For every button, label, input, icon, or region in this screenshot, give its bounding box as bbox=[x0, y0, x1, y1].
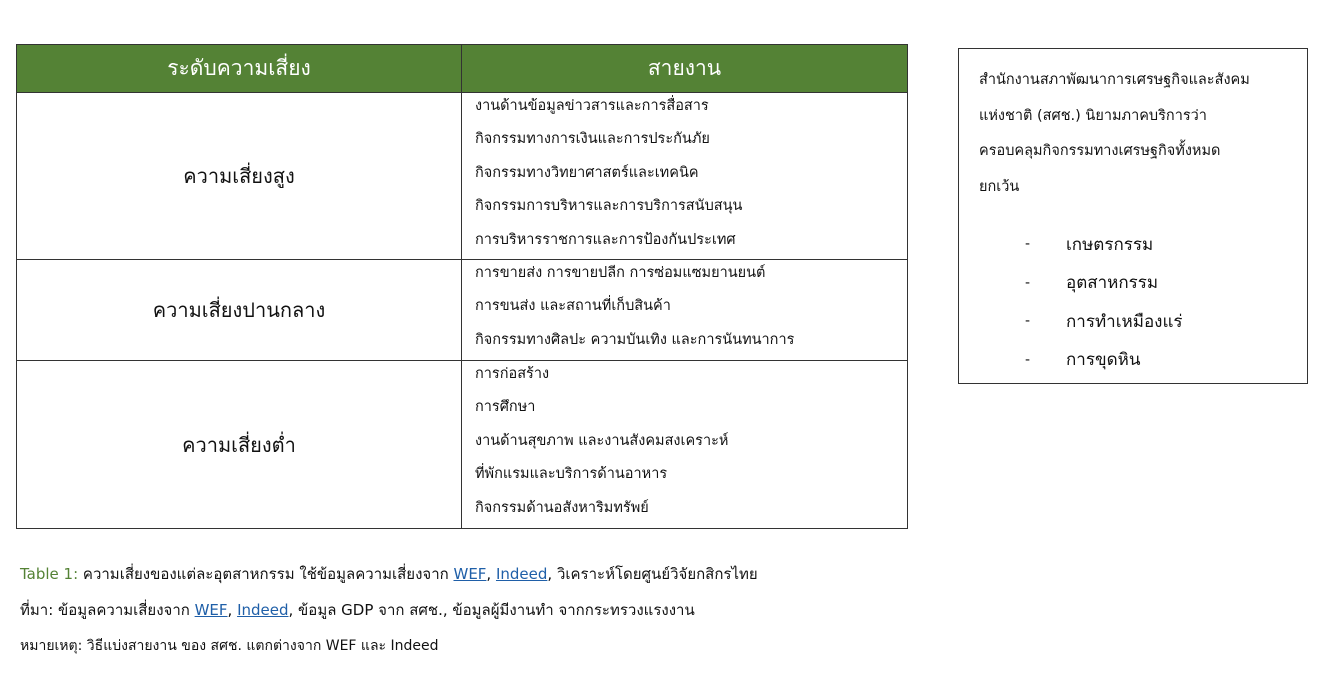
sector-item: งานด้านสุขภาพ และงานสังคมสงเคราะห์ bbox=[475, 432, 729, 449]
excluded-sector: อุตสาหกรรม bbox=[1066, 273, 1159, 294]
sector-item: กิจกรรมทางการเงินและการประกันภัย bbox=[475, 131, 710, 148]
sector-item: การศึกษา bbox=[475, 399, 536, 416]
sector-item: การก่อสร้าง bbox=[475, 366, 550, 382]
excluded-sectors-list bbox=[979, 225, 1287, 379]
definition-line: สำนักงานสภาพัฒนาการเศรษฐกิจและสังคม bbox=[979, 72, 1250, 88]
source-prefix: ที่มา: ข้อมูลความเสี่ยงจาก bbox=[20, 601, 195, 619]
table-row-medium-risk bbox=[17, 260, 908, 361]
separator: , bbox=[227, 601, 238, 619]
definition-line: แห่งชาติ (สศช.) นิยามภาคบริการว่า bbox=[979, 107, 1207, 124]
wef-link[interactable]: WEF bbox=[194, 601, 228, 619]
sector-item: กิจกรรมด้านอสังหาริมทรัพย์ bbox=[475, 499, 649, 516]
sector-item: กิจกรรมการบริหารและการบริการสนับสนุน bbox=[475, 198, 743, 215]
risk-table bbox=[16, 44, 908, 529]
table-header-row bbox=[17, 45, 908, 93]
table-row-high-risk bbox=[17, 93, 908, 260]
table-row-low-risk bbox=[17, 361, 908, 529]
definition-line: ยกเว้น bbox=[979, 178, 1020, 195]
wef-link[interactable]: WEF bbox=[453, 565, 487, 583]
risk-level-low: ความเสี่ยงต่ำ bbox=[17, 361, 462, 529]
caption-prefix: Table 1: bbox=[20, 565, 79, 583]
header-sectors: สายงาน bbox=[462, 45, 908, 93]
excluded-sector: เกษตรกรรม bbox=[1066, 234, 1154, 255]
sector-item: งานด้านข้อมูลข่าวสารและการสื่อสาร bbox=[475, 98, 709, 114]
list-item bbox=[979, 302, 1287, 341]
sector-item: การขนส่ง และสถานที่เก็บสินค้า bbox=[475, 298, 671, 315]
dash-bullet: - bbox=[1025, 274, 1031, 291]
caption-suffix: , วิเคราะห์โดยศูนย์วิจัยกสิกรไทย bbox=[547, 565, 758, 583]
caption-text: ความเสี่ยงของแต่ละอุตสาหกรรม ใช้ข้อมูลความเสี่ยงจาก bbox=[78, 565, 454, 583]
header-risk-level: ระดับความเสี่ยง bbox=[17, 45, 462, 93]
sector-item: การขายส่ง การขายปลีก การซ่อมแซมยานยนต์ bbox=[475, 265, 766, 281]
definition-text bbox=[979, 63, 1287, 205]
dash-bullet: - bbox=[1025, 351, 1031, 368]
source-suffix: , ข้อมูล GDP จาก สศช., ข้อมูลผู้มีงานทำ จากกระทรวงแรงงาน bbox=[288, 601, 695, 619]
sector-item: กิจกรรมทางศิลปะ ความบันเทิง และการนันทนาการ bbox=[475, 331, 795, 348]
separator: , bbox=[486, 565, 496, 583]
list-item bbox=[979, 264, 1287, 303]
table-notes bbox=[20, 556, 1320, 664]
sector-list-medium bbox=[462, 260, 908, 361]
risk-level-high: ความเสี่ยงสูง bbox=[17, 93, 462, 260]
remark-line: หมายเหตุ: วิธีแบ่งสายงาน ของ สศช. แตกต่างจาก WEF และ Indeed bbox=[20, 638, 439, 654]
indeed-link[interactable]: Indeed bbox=[237, 601, 289, 619]
service-sector-definition-box bbox=[958, 48, 1308, 384]
definition-line: ครอบคลุมกิจกรรมทางเศรษฐกิจทั้งหมด bbox=[979, 143, 1221, 159]
risk-level-medium: ความเสี่ยงปานกลาง bbox=[17, 260, 462, 361]
dash-bullet: - bbox=[1025, 236, 1031, 253]
sector-item: ที่พักแรมและบริการด้านอาหาร bbox=[475, 466, 668, 483]
table-caption bbox=[20, 556, 1320, 592]
excluded-sector: การขุดหิน bbox=[1066, 350, 1141, 371]
sector-item: การบริหารราชการและการป้องกันประเทศ bbox=[475, 231, 736, 248]
dash-bullet: - bbox=[1025, 313, 1031, 330]
list-item bbox=[979, 225, 1287, 264]
list-item bbox=[979, 341, 1287, 380]
sector-list-high bbox=[462, 93, 908, 260]
sector-list-low bbox=[462, 361, 908, 529]
source-line bbox=[20, 592, 1320, 628]
sector-item: กิจกรรมทางวิทยาศาสตร์และเทคนิค bbox=[475, 164, 699, 181]
indeed-link[interactable]: Indeed bbox=[495, 565, 548, 583]
excluded-sector: การทำเหมืองแร่ bbox=[1066, 311, 1183, 332]
